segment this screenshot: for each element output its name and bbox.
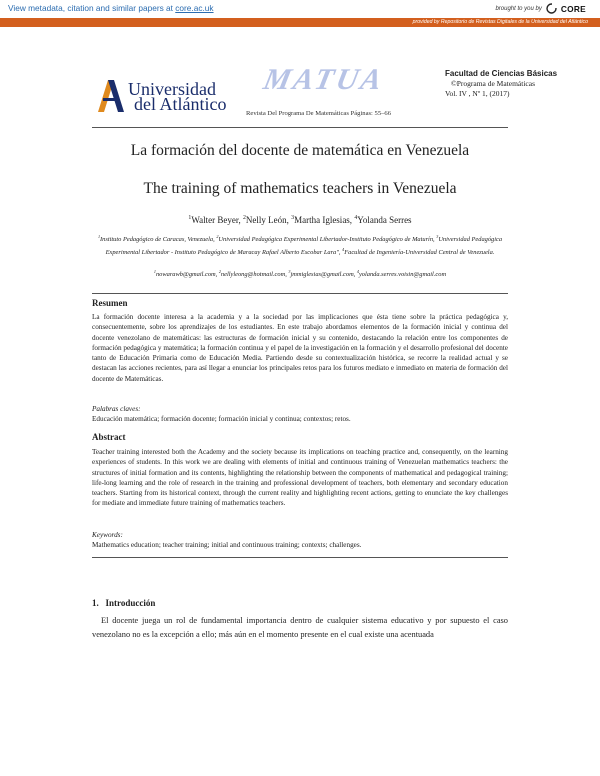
provided-by-bar[interactable]	[0, 18, 600, 27]
email-sup: 1	[153, 269, 156, 274]
email-sup: 4	[356, 269, 359, 274]
faculty-block	[445, 69, 595, 99]
title-spanish: La formación del docente de matemática en Venezuela	[130, 142, 470, 159]
abstract-top-divider	[92, 293, 508, 294]
intro-heading	[92, 598, 155, 608]
journal-reference: Revista Del Programa De Matemáticas Páginas: 55–66	[246, 110, 392, 117]
university-line2: del Atlántico	[134, 94, 227, 114]
journal-logo: MATUA	[260, 63, 388, 96]
author-sup: 3	[291, 215, 295, 221]
author-name: Nelly León,	[245, 215, 292, 225]
author-name: Martha Iglesias,	[294, 215, 355, 225]
email-text[interactable]: nowarawb@gmail.com,	[155, 271, 219, 279]
core-metadata-link[interactable]	[8, 3, 214, 13]
email-text[interactable]: nellyleong@hotmail.com,	[220, 271, 289, 279]
affil-sup: 4	[342, 246, 345, 252]
provided-by-text: provided by Repositorio de Revistas Digitales de la Universidad del Atlántico	[412, 19, 588, 25]
resumen-text: La formación docente interesa a la academia y a la sociedad por las implicaciones que ésta tiene sobre la práctica pedagógica y, consecuentemente, sobre los aprendizajes de los estudiantes. En este trabajo abordamos elementos de la formación inicial y continua del docente venezolano de matemáticas: las estructuras de formación inicial y su contenido, destacando la relación entre los componentes de formación pedagógica y matemática; la formación continua y el papel de la investigación en la formación y el desarrollo profesional del docente tanto de Educación Primaria como de Educación Media. Partiendo desde su contextualización histórica, se recorre la realidad actual y se destacan las acciones recientes, para así llegar a enunciar los principales retos para los futuros mediato e inmediato en materia de formación del docente de Matemáticas.	[92, 313, 508, 383]
abstract-bottom-divider	[92, 557, 508, 558]
author-emails	[90, 269, 510, 278]
affil-text: Facultad de Ingeniería-Universidad Central de Venezuela.	[344, 248, 495, 256]
email-sup: 2	[218, 269, 221, 274]
affil-text: Universidad Pedagógica Experimental Libertador-Instituto Pedagógico de Maturín,	[218, 236, 437, 244]
brought-to-you[interactable]	[495, 3, 586, 14]
affil-sup: 3	[436, 234, 439, 239]
keywords: Mathematics education; teacher training; initial and continuous training; contexts; challenges.	[92, 541, 362, 549]
author-name: Yolanda Serres	[357, 215, 412, 225]
author-sup: 1	[188, 215, 192, 221]
intro-title: Introducción	[105, 598, 156, 608]
header-divider	[92, 127, 508, 128]
core-banner	[0, 0, 600, 18]
university-line1: Universidad	[128, 79, 216, 99]
program-name: ©Programa de Matemáticas	[451, 79, 536, 88]
abstract-heading: Abstract	[92, 432, 126, 442]
email-sup: 3	[288, 269, 291, 274]
abstract-text: Teacher training interested both the Academy and the society because its implications on teaching practice and, consequently, on the learning experiences of students. In this work we are dealing with elements of initial and continuous training of Venezuelan mathematics teachers: the structures of initial formation and its contents, highlighting the relationship between the components of mathematical and pedagogical training; life-long learning and the role of research in the training and professional development of teachers, both elementary and secondary education teachers. Starting from its historical context, through the current reality and highlighting recent actions, getting to enunciate the key challenges for mediate and immediate future training of mathematics teachers.	[92, 448, 508, 508]
palabras-claves: Educación matemática; formación docente; formación inicial y continua; contextos; retos.	[92, 415, 351, 423]
affil-sup: 1	[97, 234, 101, 239]
email-text[interactable]: yolanda.serres.voisin@gmail.com	[358, 271, 447, 279]
core-prefix: View metadata, citation and similar papers at	[8, 3, 176, 13]
author-sup: 4	[354, 215, 358, 221]
email-text[interactable]: jmmiglesias@gmail.com,	[290, 271, 357, 279]
affil-sup: 2	[216, 234, 219, 239]
university-logo-icon	[96, 78, 126, 112]
keywords-label: Keywords:	[92, 531, 123, 539]
brought-label: brought to you by	[495, 5, 542, 12]
core-logo-icon	[546, 3, 557, 14]
intro-number: 1.	[92, 598, 99, 608]
title-english: The training of mathematics teachers in Venezuela	[143, 180, 457, 197]
author-list	[0, 215, 600, 225]
affiliations	[90, 232, 510, 257]
palabras-claves-label: Palabras claves:	[92, 405, 141, 413]
intro-text: El docente juega un rol de fundamental importancia dentro de cualquier sistema educativo y por supuesto el caso venezolano no es la excepción a ello; más aún en el momento presente en el cual existe una acentuada	[92, 616, 508, 639]
affil-text: Universidad Pedagógica Experimental Libertador - Instituto Pedagógico de Maracay Rafael Alberto Escobar Lara",	[105, 236, 503, 256]
author-sup: 2	[242, 215, 246, 221]
affil-text: Instituto Pedagógico de Caracas, Venezuela,	[100, 236, 217, 244]
author-name: Walter Beyer,	[191, 215, 243, 225]
faculty-name: Facultad de Ciencias Básicas	[445, 69, 558, 78]
core-logo-text: CORE	[560, 3, 586, 14]
university-name	[128, 79, 227, 114]
volume-info: Vol. IV , Nº 1, (2017)	[445, 89, 510, 98]
resumen-heading: Resumen	[92, 298, 128, 308]
core-url[interactable]: core.ac.uk	[175, 3, 214, 13]
